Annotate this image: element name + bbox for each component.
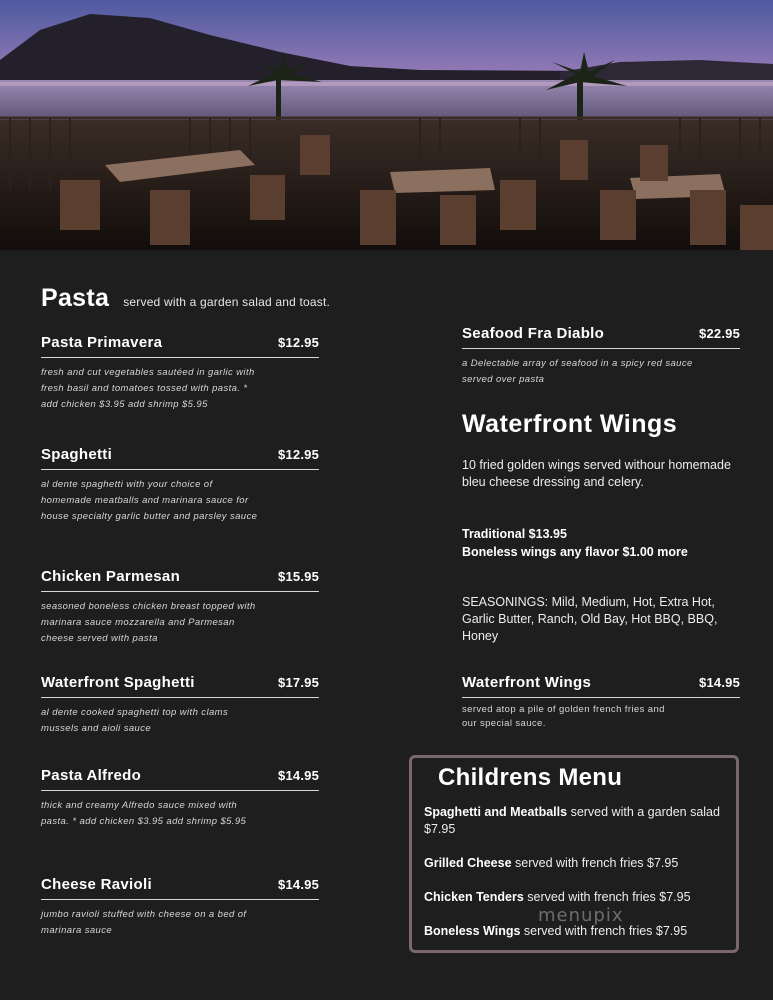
wings-section-title: Waterfront Wings bbox=[462, 410, 678, 438]
wings-description: 10 fried golden wings served withour homemade bleu cheese dressing and celery. bbox=[462, 458, 731, 489]
item-description: thick and creamy Alfredo sauce mixed with pasta. * add chicken $3.95 add shrimp $5.95 bbox=[41, 800, 247, 827]
item-name: Pasta Alfredo bbox=[41, 767, 142, 784]
item-description: jumbo ravioli stuffed with cheese on a bed of marinara sauce bbox=[41, 909, 247, 936]
menu-item-waterfront-wings bbox=[462, 674, 740, 731]
item-price: $14.95 bbox=[278, 768, 319, 783]
hero-photo bbox=[0, 0, 773, 250]
wings-seasonings: SEASONINGS: Mild, Medium, Hot, Extra Hot, Garlic Butter, Ranch, Old Bay, Hot BBQ, BBQ, Honey bbox=[462, 595, 718, 643]
item-name: Seafood Fra Diablo bbox=[462, 325, 605, 342]
watermark: menupix bbox=[538, 905, 624, 926]
kids-item bbox=[424, 889, 729, 906]
item-description: served atop a pile of golden french fries and our special sauce. bbox=[462, 704, 665, 729]
item-description: a Delectable array of seafood in a spicy red sauce served over pasta bbox=[462, 358, 693, 385]
item-name: Waterfront Wings bbox=[462, 674, 592, 691]
item-name: Spaghetti bbox=[41, 446, 113, 463]
menu-item-cheese-ravioli bbox=[41, 876, 319, 939]
wings-pricing bbox=[462, 525, 688, 561]
item-name: Pasta Primavera bbox=[41, 334, 163, 351]
kids-item-name: Boneless Wings bbox=[424, 924, 521, 938]
item-price: $15.95 bbox=[278, 569, 319, 584]
kids-item-name: Grilled Cheese bbox=[424, 856, 512, 870]
item-description: al dente cooked spaghetti top with clams mussels and aioli sauce bbox=[41, 707, 229, 734]
item-name: Waterfront Spaghetti bbox=[41, 674, 195, 691]
kids-item-detail: served with a garden salad $7.95 bbox=[424, 805, 720, 836]
item-price: $14.95 bbox=[278, 877, 319, 892]
menu-item-seafood-fra-diablo bbox=[462, 325, 740, 388]
item-price: $17.95 bbox=[278, 675, 319, 690]
menu-item-spaghetti bbox=[41, 446, 319, 525]
pasta-subtitle: served with a garden salad and toast. bbox=[123, 295, 331, 309]
item-name: Cheese Ravioli bbox=[41, 876, 152, 893]
kids-item-detail: served with french fries $7.95 bbox=[511, 856, 679, 870]
kids-item-name: Chicken Tenders bbox=[424, 890, 524, 904]
menu-item-pasta-alfredo bbox=[41, 767, 319, 830]
menu-item-chicken-parmesan bbox=[41, 568, 319, 647]
kids-item bbox=[424, 804, 729, 838]
menu-item-waterfront-spaghetti bbox=[41, 674, 319, 737]
item-description: al dente spaghetti with your choice of homemade meatballs and marinara sauce for house specialty garlic butter and parsley sauce bbox=[41, 479, 258, 522]
item-price: $12.95 bbox=[278, 335, 319, 350]
kids-item-detail: served with french fries $7.95 bbox=[520, 924, 688, 938]
wings-traditional-price: Traditional $13.95 bbox=[462, 527, 567, 541]
menu-item-pasta-primavera bbox=[41, 334, 319, 413]
item-description: fresh and cut vegetables sautéed in garlic with fresh basil and tomatoes tossed with pasta. * add chicken $3.95 add shrimp $5.95 bbox=[41, 367, 255, 410]
wings-boneless-note: Boneless wings any flavor $1.00 more bbox=[462, 545, 688, 559]
childrens-menu-title: Childrens Menu bbox=[438, 764, 623, 791]
kids-item-detail: served with french fries $7.95 bbox=[523, 890, 691, 904]
pasta-section-header bbox=[41, 284, 330, 313]
item-price: $22.95 bbox=[699, 326, 740, 341]
item-name: Chicken Parmesan bbox=[41, 568, 181, 585]
item-description: seasoned boneless chicken breast topped with marinara sauce mozzarella and Parmesan cheese served with pasta bbox=[41, 601, 256, 644]
kids-item bbox=[424, 855, 729, 872]
pasta-title: Pasta bbox=[41, 284, 110, 312]
item-price: $14.95 bbox=[699, 675, 740, 690]
kids-item-name: Spaghetti and Meatballs bbox=[424, 805, 568, 819]
item-price: $12.95 bbox=[278, 447, 319, 462]
